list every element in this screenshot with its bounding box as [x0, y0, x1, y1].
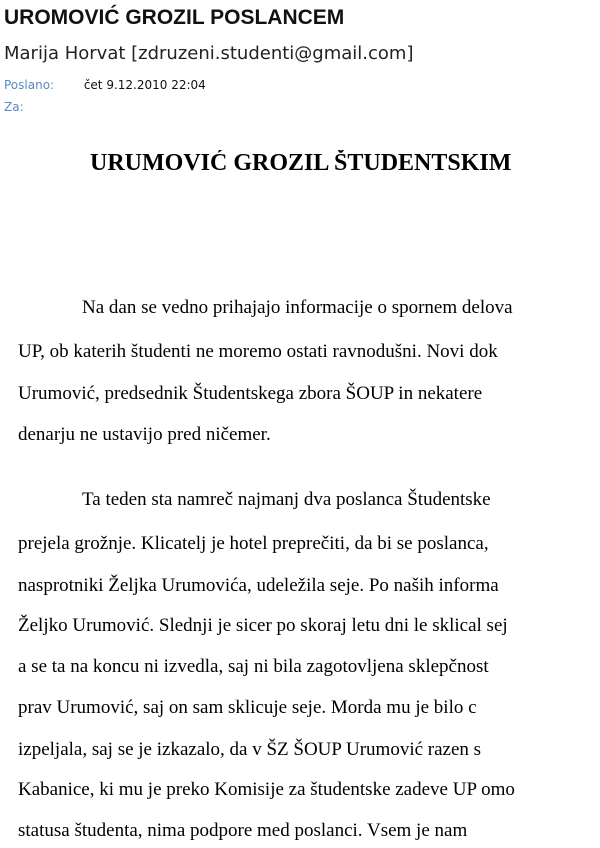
paragraph-line: prejela grožnje. Klicatelj je hotel preprečiti, da bi se poslanca,	[18, 533, 489, 554]
paragraph-line: denarju ne ustavijo pred ničemer.	[18, 424, 271, 445]
paragraph-line: izpeljala, saj se je izkazalo, da v ŠZ ŠOUP Urumović razen s	[18, 739, 482, 760]
paragraph-line: a se ta na koncu ni izvedla, saj ni bila zagotovljena sklepčnost	[18, 656, 489, 677]
paragraph-line: Ta teden sta namreč najmanj dva poslanca Študentske	[82, 489, 491, 510]
sent-label: Poslano:	[4, 78, 55, 92]
paragraph-line: Urumović, predsednik Študentskega zbora ŠOUP in nekatere	[18, 383, 483, 404]
paragraph-line: statusa študenta, nima podpore med poslanci. Vsem je nam	[18, 820, 468, 841]
email-subject: UROMOVIĆ GROZIL POSLANCEM	[4, 6, 345, 29]
to-row	[4, 100, 80, 114]
email-header	[0, 0, 600, 120]
paragraph-line: nasprotniki Željka Urumovića, udeležila seje. Po naših informa	[18, 575, 499, 596]
sent-value: čet 9.12.2010 22:04	[83, 78, 206, 92]
paragraph-line: UP, ob katerih študenti ne moremo ostati ravnodušni. Novi dok	[18, 341, 498, 362]
paragraph-line: prav Urumović, saj on sam sklicuje seje. Morda mu je bilo c	[18, 697, 477, 718]
document-title: URUMOVIĆ GROZIL ŠTUDENTSKIM	[90, 150, 512, 176]
email-sender[interactable]: Marija Horvat [zdruzeni.studenti@gmail.com]	[4, 43, 414, 64]
paragraph-line: Na dan se vedno prihajajo informacije o spornem delova	[82, 297, 513, 318]
paragraph-line: Željko Urumović. Slednji je sicer po skoraj letu dni le sklical sej	[18, 615, 508, 636]
email-body	[18, 150, 600, 848]
sent-row	[4, 78, 206, 92]
to-label: Za:	[4, 100, 24, 114]
paragraph-line: Kabanice, ki mu je preko Komisije za študentske zadeve UP omo	[18, 779, 515, 800]
